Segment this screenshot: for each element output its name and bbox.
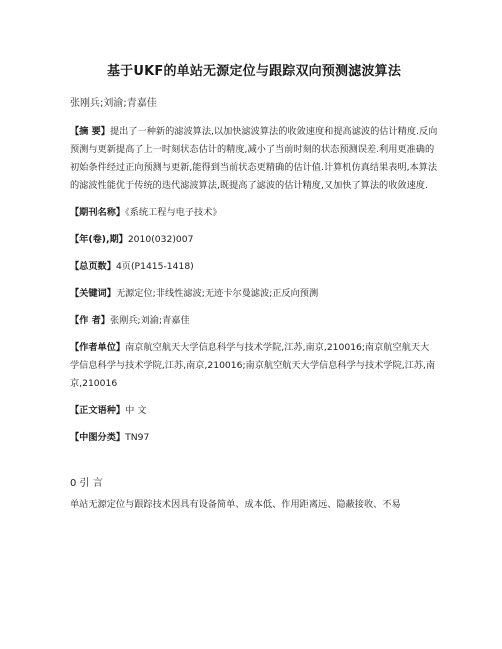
keywords-field [70, 285, 438, 303]
abstract-label: 【摘 要】 [70, 126, 110, 137]
author-label: 【作 者】 [70, 315, 110, 326]
journal-value: 《系统工程与电子技术》 [125, 207, 222, 218]
journal-label: 【期刊名称】 [70, 207, 126, 218]
year-issue-label: 【年(卷),期】 [70, 234, 128, 245]
abstract-field [70, 123, 438, 195]
pages-label: 【总页数】 [70, 261, 116, 272]
paper-title: 基于UKF的单站无源定位与跟踪双向预测滤波算法 [106, 64, 402, 79]
affiliation-label: 【作者单位】 [70, 342, 126, 353]
classification-field [70, 429, 438, 447]
abstract-text: 提出了一种新的滤波算法,以加快滤波算法的收敛速度和提高滤波的估计精度.反向预测与更新提高了上一时刻状态估计的精度,减小了当前时刻的状态预测误差.利用更准确的初始条件经过正向预测与更新,能得到当前状态更精确的估计值.计算机仿真结果表明,本算法的滤波性能优于传统的迭代滤波算法,既提高了滤波的估计精度,又加快了算法的收敛速度. [70, 126, 438, 191]
intro-heading: 0 引 言 [70, 478, 103, 489]
pages-field [70, 258, 438, 276]
affiliation-value: 南京航空航天大学信息科学与技术学院,江苏,南京,210016;南京航空航天大学信息科学与技术学院,江苏,南京,210016;南京航空航天大学信息科学与技术学院,江苏,南京,210016 [70, 342, 436, 389]
year-issue-field [70, 231, 438, 249]
affiliation-field [70, 339, 438, 393]
pages-value: 4页(P1415-1418) [115, 261, 194, 272]
keywords-label: 【关键词】 [70, 288, 116, 299]
year-issue-value: 2010(032)007 [127, 234, 194, 245]
intro-text: 单站无源定位与跟踪技术因具有设备简单、成本低、作用距离远、隐蔽接收、不易 [70, 499, 401, 510]
keywords-value: 无源定位;非线性滤波;无迹卡尔曼滤波;正反向预测 [115, 288, 319, 299]
language-value: 中 文 [125, 405, 147, 416]
classification-label: 【中图分类】 [70, 432, 126, 443]
journal-field [70, 204, 438, 222]
author-value: 张刚兵;刘渝;青嘉佳 [109, 315, 190, 326]
paper-authors: 张刚兵;刘渝;青嘉佳 [70, 98, 157, 109]
language-field [70, 402, 438, 420]
author-field [70, 312, 438, 330]
language-label: 【正文语种】 [70, 405, 126, 416]
classification-value: TN97 [125, 432, 150, 443]
